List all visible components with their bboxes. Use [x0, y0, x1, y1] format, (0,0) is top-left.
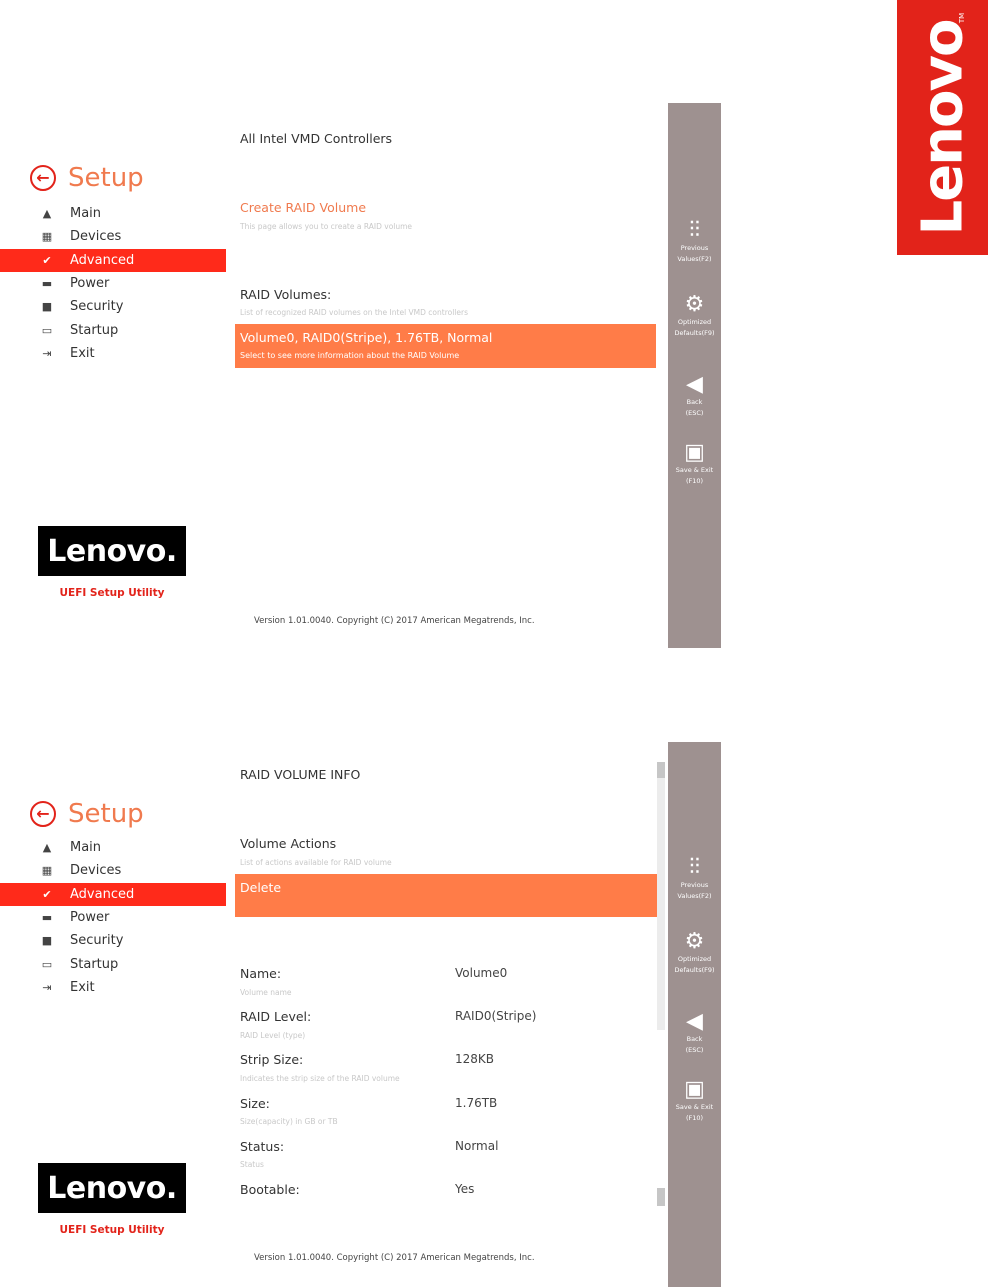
nav-item-power[interactable]: [0, 906, 226, 929]
field-hint-strip-size: Indicates the strip size of the RAID volume: [240, 1074, 400, 1083]
field-label-size: Size:: [240, 1096, 270, 1111]
nav-item-exit[interactable]: [0, 976, 226, 999]
wrench-icon: ✔: [42, 253, 52, 267]
scrollbar-track[interactable]: [657, 762, 665, 1030]
nav-item-label: Exit: [70, 345, 95, 361]
nav-item-label: Power: [70, 910, 110, 926]
save-icon: ▣: [684, 440, 705, 465]
scrollbar-top-thumb[interactable]: [657, 762, 665, 778]
optimized-defaults-button[interactable]: [668, 293, 721, 339]
field-hint-size: Size(capacity) in GB or TB: [240, 1117, 338, 1126]
fn-label-line1: Save & Exit: [675, 1103, 714, 1111]
nav-item-startup[interactable]: [0, 318, 226, 341]
raid-volumes-label: RAID Volumes:: [240, 287, 332, 302]
home-icon: ▲: [42, 207, 52, 221]
field-value-raid-level: RAID0(Stripe): [455, 1009, 537, 1023]
nav-item-label: Exit: [70, 979, 95, 995]
field-hint-name: Volume name: [240, 988, 292, 997]
fn-label-line2: Defaults(F9): [674, 966, 715, 974]
back-button[interactable]: [668, 1010, 721, 1056]
field-value-name: Volume0: [455, 966, 508, 980]
power-icon: ▬: [41, 277, 53, 291]
nav-item-label: Startup: [70, 956, 119, 972]
sliders-icon: ⫶⫶: [688, 855, 700, 880]
fn-label-line1: Optimized: [677, 318, 712, 326]
volume-actions-hint: List of actions available for RAID volume: [240, 858, 392, 867]
function-key-sidebar: [668, 103, 721, 648]
nav-item-devices[interactable]: [0, 859, 226, 882]
delete-label: Delete: [240, 880, 282, 895]
startup-icon: ▭: [41, 957, 53, 971]
exit-icon: ⇥: [42, 980, 52, 994]
raid-volumes-hint: List of recognized RAID volumes on the Intel VMD controllers: [240, 308, 468, 317]
nav-item-label: Main: [70, 840, 102, 856]
nav-item-advanced[interactable]: [0, 883, 226, 906]
back-arrow-icon: ◀: [686, 1009, 703, 1034]
nav-item-security[interactable]: [0, 929, 226, 952]
field-label-raid-level: RAID Level:: [240, 1009, 312, 1024]
power-icon: ▬: [41, 911, 53, 925]
nav-menu: [0, 836, 226, 999]
screen-raid-volume-info: [0, 740, 988, 1285]
version-text: Version 1.01.0040. Copyright (C) 2017 American Megatrends, Inc.: [254, 616, 535, 626]
uefi-subtitle: UEFI Setup Utility: [59, 587, 165, 599]
gear-icon: ⚙: [684, 292, 705, 317]
fn-label-line1: Previous: [680, 881, 709, 889]
optimized-defaults-button[interactable]: [668, 930, 721, 976]
fn-label-line1: Save & Exit: [675, 466, 714, 474]
back-button[interactable]: [668, 373, 721, 419]
nav-item-devices[interactable]: [0, 225, 226, 248]
back-arrow-icon: ◀: [686, 372, 703, 397]
wrench-icon: ✔: [42, 887, 52, 901]
fn-label-line1: Back: [686, 1035, 703, 1043]
field-label-name: Name:: [240, 966, 282, 981]
function-key-sidebar: [668, 742, 721, 1287]
delete-volume-button[interactable]: [235, 874, 657, 917]
save-exit-button[interactable]: [668, 441, 721, 487]
nav-menu: [0, 202, 226, 365]
create-raid-volume-link[interactable]: Create RAID Volume: [240, 200, 367, 215]
setup-header: [30, 163, 144, 193]
setup-title: Setup: [68, 163, 144, 193]
nav-item-label: Security: [70, 933, 124, 949]
create-raid-volume-hint: This page allows you to create a RAID volume: [240, 222, 413, 231]
back-arrow-icon[interactable]: ←: [30, 165, 56, 191]
nav-item-exit[interactable]: [0, 342, 226, 365]
fn-label-line1: Back: [686, 398, 703, 406]
lock-icon: ■: [41, 300, 53, 314]
nav-item-label: Devices: [70, 863, 122, 879]
raid-volume-item-title: Volume0, RAID0(Stripe), 1.76TB, Normal: [240, 330, 493, 345]
field-hint-status: Status: [240, 1160, 264, 1169]
save-exit-button[interactable]: [668, 1078, 721, 1124]
fn-label-line2: (ESC): [685, 409, 704, 417]
save-icon: ▣: [684, 1077, 705, 1102]
nav-item-label: Advanced: [70, 252, 135, 268]
gear-icon: ⚙: [684, 929, 705, 954]
nav-item-label: Power: [70, 276, 110, 292]
field-label-bootable: Bootable:: [240, 1182, 300, 1197]
setup-header: [30, 799, 144, 829]
nav-item-main[interactable]: [0, 202, 226, 225]
sliders-icon: ⫶⫶: [688, 218, 700, 243]
chip-icon: ▦: [41, 230, 53, 244]
chip-icon: ▦: [41, 864, 53, 878]
field-value-strip-size: 128KB: [455, 1052, 495, 1066]
scrollbar-bottom-thumb[interactable]: [657, 1188, 665, 1206]
field-value-bootable: Yes: [455, 1182, 475, 1196]
field-label-strip-size: Strip Size:: [240, 1052, 304, 1067]
lenovo-logo: Lenovo.: [38, 526, 186, 576]
home-icon: ▲: [42, 841, 52, 855]
nav-item-power[interactable]: [0, 272, 226, 295]
nav-item-label: Advanced: [70, 886, 135, 902]
volume-actions-label: Volume Actions: [240, 836, 337, 851]
previous-values-button[interactable]: [668, 219, 721, 265]
startup-icon: ▭: [41, 323, 53, 337]
nav-item-label: Startup: [70, 322, 119, 338]
field-hint-raid-level: RAID Level (type): [240, 1031, 306, 1040]
back-arrow-icon[interactable]: ←: [30, 801, 56, 827]
fn-label-line1: Previous: [680, 244, 709, 252]
version-text: Version 1.01.0040. Copyright (C) 2017 American Megatrends, Inc.: [254, 1253, 535, 1263]
fn-label-line1: Optimized: [677, 955, 712, 963]
fn-label-line2: (ESC): [685, 1046, 704, 1054]
nav-item-label: Devices: [70, 229, 122, 245]
raid-volume-item-hint: Select to see more information about the RAID Volume: [240, 351, 460, 360]
page-heading: RAID VOLUME INFO: [240, 767, 361, 782]
lenovo-logo: Lenovo.: [38, 1163, 186, 1213]
fn-label-line2: Defaults(F9): [674, 329, 715, 337]
trademark-mark: TM: [958, 12, 967, 24]
fn-label-line2: (F10): [685, 1114, 704, 1122]
nav-item-main[interactable]: [0, 836, 226, 859]
field-value-size: 1.76TB: [455, 1096, 498, 1110]
nav-item-label: Main: [70, 206, 102, 222]
screen-raid-volumes: [0, 103, 988, 648]
lock-icon: ■: [41, 934, 53, 948]
uefi-subtitle: UEFI Setup Utility: [59, 1224, 165, 1236]
nav-item-label: Security: [70, 299, 124, 315]
exit-icon: ⇥: [42, 346, 52, 360]
nav-item-startup[interactable]: [0, 952, 226, 975]
corner-brand-text: Lenovo: [910, 20, 976, 236]
field-label-status: Status:: [240, 1139, 285, 1154]
fn-label-line2: (F10): [685, 477, 704, 485]
nav-item-advanced[interactable]: [0, 249, 226, 272]
field-value-status: Normal: [455, 1139, 499, 1153]
nav-item-security[interactable]: [0, 295, 226, 318]
fn-label-line2: Values(F2): [677, 255, 712, 263]
raid-volume-item[interactable]: [235, 324, 656, 368]
fn-label-line2: Values(F2): [677, 892, 712, 900]
page-heading: All Intel VMD Controllers: [240, 131, 393, 146]
setup-title: Setup: [68, 799, 144, 829]
previous-values-button[interactable]: [668, 856, 721, 902]
